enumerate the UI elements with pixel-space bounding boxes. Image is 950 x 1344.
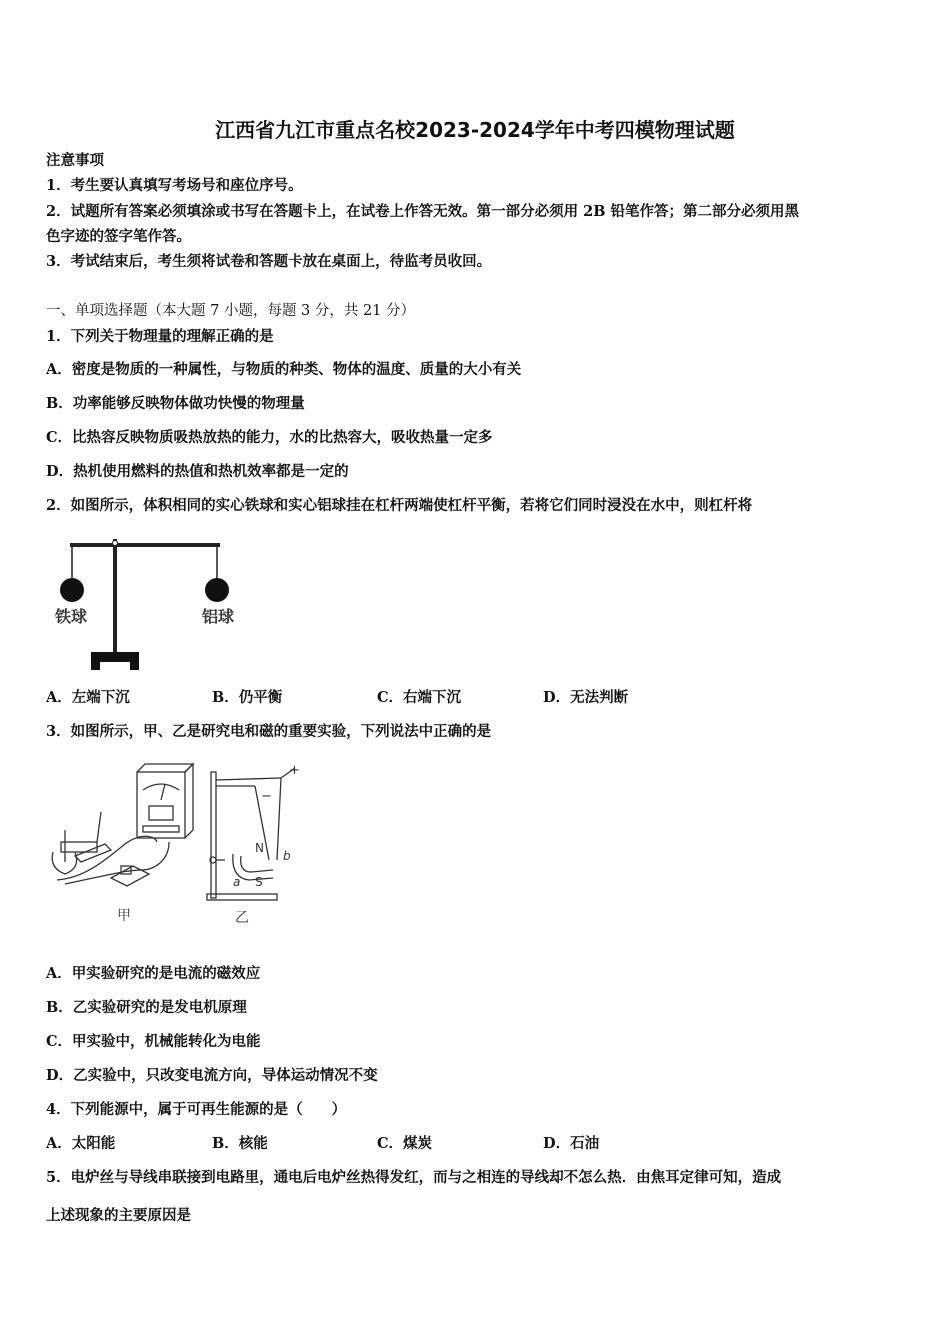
q1-stem: 1．下列关于物理量的理解正确的是 (46, 328, 274, 345)
q2-option-d: D．无法判断 (543, 689, 629, 706)
motor-apparatus (207, 768, 295, 900)
galvanometer (137, 764, 193, 838)
q5-stem-line1: 5．电炉丝与导线串联接到电路里，通电后电炉丝热得发红，而与之相连的导线却不怎么热．由焦耳定律可知，造成 (46, 1169, 782, 1186)
q4-option-c: C．煤炭 (377, 1135, 433, 1152)
q4-stem: 4．下列能源中，属于可再生能源的是（ ） (46, 1101, 347, 1118)
label-jia: 甲 (117, 908, 131, 924)
q3-option-d: D．乙实验中，只改变电流方向，导体运动情况不变 (46, 1067, 378, 1084)
label-minus: − (261, 789, 272, 804)
label-yi: 乙 (235, 910, 249, 926)
q1-option-d: D．热机使用燃料的热值和热机效率都是一定的 (46, 463, 349, 480)
notice-item-2-cont: 色字迹的签字笔作答。 (46, 228, 191, 245)
q4-option-d: D．石油 (543, 1135, 600, 1152)
q3-option-c: C．甲实验中，机械能转化为电能 (46, 1033, 261, 1050)
magnet-coil (52, 812, 169, 886)
q4-option-a: A．太阳能 (46, 1135, 116, 1152)
aluminum-ball (205, 578, 229, 602)
lever-beam (70, 543, 220, 547)
q2-stem: 2．如图所示，体积相同的实心铁球和实心铝球挂在杠杆两端使杠杆平衡，若将它们同时浸没在水中，则杠杆将 (46, 497, 753, 514)
q2-lever-figure (45, 534, 245, 674)
q3-option-b: B．乙实验研究的是发电机原理 (46, 999, 247, 1016)
aluminum-ball-label: 铝球 (202, 607, 235, 626)
q1-option-c: C．比热容反映物质吸热放热的能力，水的比热容大，吸收热量一定多 (46, 429, 493, 446)
page-title: 江西省九江市重点名校2023-2024学年中考四模物理试题 (215, 118, 735, 142)
q1-option-b: B．功率能够反映物体做功快慢的物理量 (46, 395, 305, 412)
label-b: b (283, 849, 291, 863)
iron-ball (60, 578, 84, 602)
q2-option-a: A．左端下沉 (46, 689, 130, 706)
notice-item-1: 1．考生要认真填写考场号和座位序号。 (46, 177, 303, 194)
q3-figure (45, 760, 315, 930)
label-s: S (255, 875, 263, 889)
label-n: N (255, 841, 264, 855)
label-plus: + (289, 763, 300, 778)
notice-item-3: 3．考试结束后，考生须将试卷和答题卡放在桌面上，待监考员收回。 (46, 253, 492, 270)
q2-option-b: B．仍平衡 (212, 689, 283, 706)
notice-heading: 注意事项 (46, 152, 104, 169)
q4-option-b: B．核能 (212, 1135, 268, 1152)
q5-stem-line2: 上述现象的主要原因是 (46, 1207, 191, 1224)
lever-stand (113, 547, 117, 657)
q3-stem: 3．如图所示，甲、乙是研究电和磁的重要实验，下列说法中正确的是 (46, 723, 492, 740)
q3-option-a: A．甲实验研究的是电流的磁效应 (46, 965, 261, 982)
label-a: a (233, 875, 241, 889)
iron-ball-label: 铁球 (55, 607, 88, 626)
q2-option-c: C．右端下沉 (377, 689, 462, 706)
q1-option-a: A．密度是物质的一种属性，与物质的种类、物体的温度、质量的大小有关 (46, 361, 522, 378)
section-heading: 一、单项选择题（本大题 7 小题，每题 3 分，共 21 分） (46, 303, 416, 319)
notice-item-2: 2．试题所有答案必须填涂或书写在答题卡上，在试卷上作答无效。第一部分必须用 2B 铅笔作答；第二部分必须用黑 (46, 203, 800, 220)
